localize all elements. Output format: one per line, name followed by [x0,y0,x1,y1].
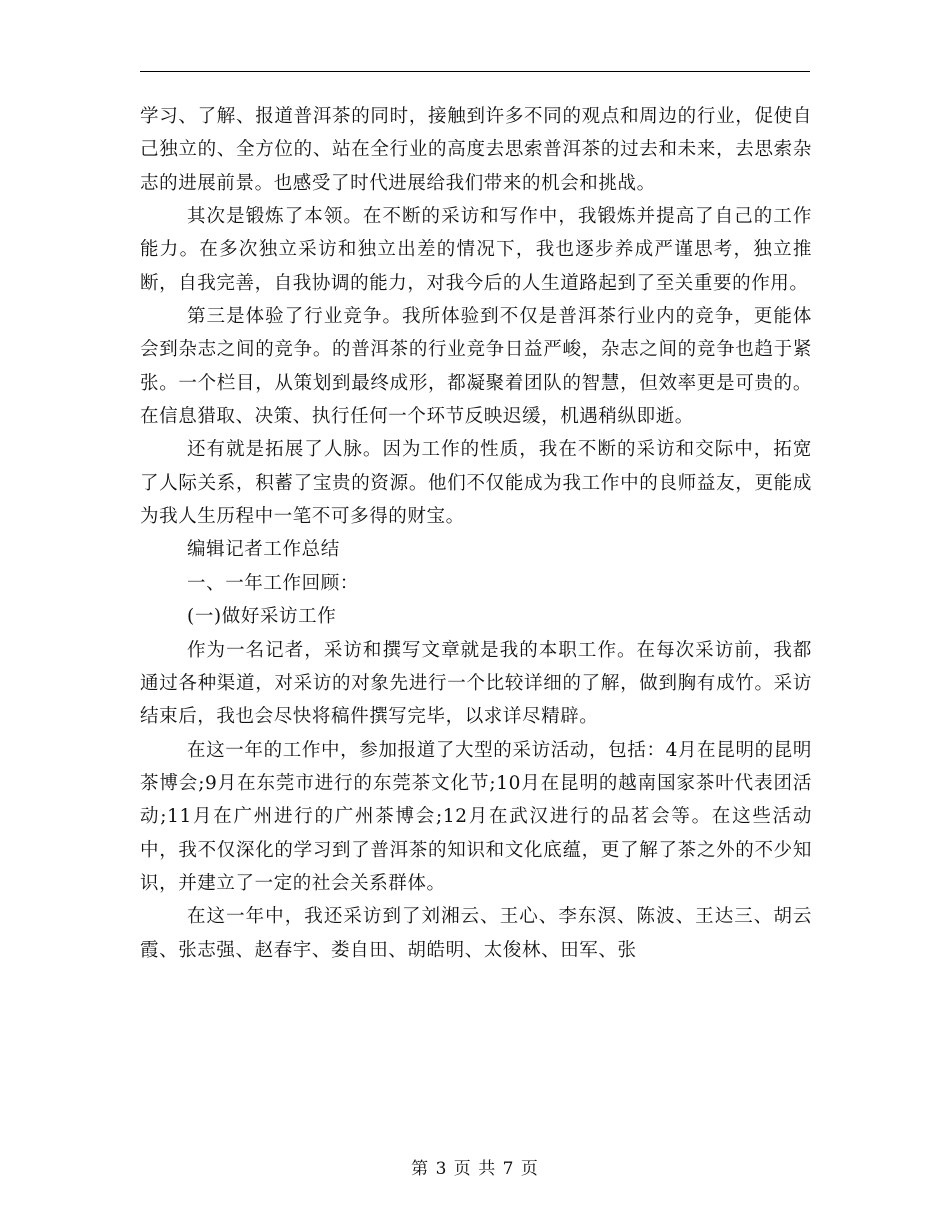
paragraph: 第三是体验了行业竞争。我所体验到不仅是普洱茶行业内的竞争，更能体会到杂志之间的竞争。的普洱茶的行业竞争日益严峻，杂志之间的竞争也趋于紧张。一个栏目，从策划到最终成形，都凝聚着团队的智慧，但效率更是可贵的。在信息猎取、决策、执行任何一个环节反映迟缓，机遇稍纵即逝。 [140,306,812,428]
section-heading: 一、一年工作回顾： [187,572,359,594]
paragraph: 学习、了解、报道普洱茶的同时，接触到许多不同的观点和周边的行业，促使自己独立的、全方位的、站在全行业的高度去思索普洱茶的过去和未来，去思索杂志的进展前景。也感受了时代进展给我们带来的机会和挑战。 [140,106,812,194]
section-title: 编辑记者工作总结 [187,539,340,561]
document-body [140,100,812,967]
paragraph: 在这一年的工作中，参加报道了大型的采访活动，包括：4月在昆明的昆明茶博会;9月在东莞市进行的东莞茶文化节;10月在昆明的越南国家茶叶代表团活动;11月在广州进行的广州茶博会;12月在武汉进行的品茗会等。在这些活动中，我不仅深化的学习到了普洱茶的知识和文化底蕴，更了解了茶之外的不少知识，并建立了一定的社会关系群体。 [140,739,812,894]
subsection-heading: (一)做好采访工作 [187,606,337,628]
page-number-footer: 第 3 页 共 7 页 [411,1159,539,1179]
paragraph: 还有就是拓展了人脉。因为工作的性质，我在不断的采访和交际中，拓宽了人际关系，积蓄了宝贵的资源。他们不仅能成为我工作中的良师益友，更能成为我人生历程中一笔不可多得的财宝。 [140,439,812,528]
paragraph: 在这一年中，我还采访到了刘湘云、王心、李东溟、陈波、王达三、胡云霞、张志强、赵春宇、娄自田、胡皓明、太俊林、田军、张 [140,906,812,961]
paragraph: 作为一名记者，采访和撰写文章就是我的本职工作。在每次采访前，我都通过各种渠道，对采访的对象先进行一个比较详细的了解，做到胸有成竹。采访结束后，我也会尽快将稿件撰写完毕，以求详尽精辟。 [140,639,812,728]
header-rule [140,71,810,72]
paragraph: 其次是锻炼了本领。在不断的采访和写作中，我锻炼并提高了自己的工作能力。在多次独立采访和独立出差的情况下，我也逐步养成严谨思考，独立推断，自我完善，自我协调的能力，对我今后的人生道路起到了至关重要的作用。 [140,206,812,294]
